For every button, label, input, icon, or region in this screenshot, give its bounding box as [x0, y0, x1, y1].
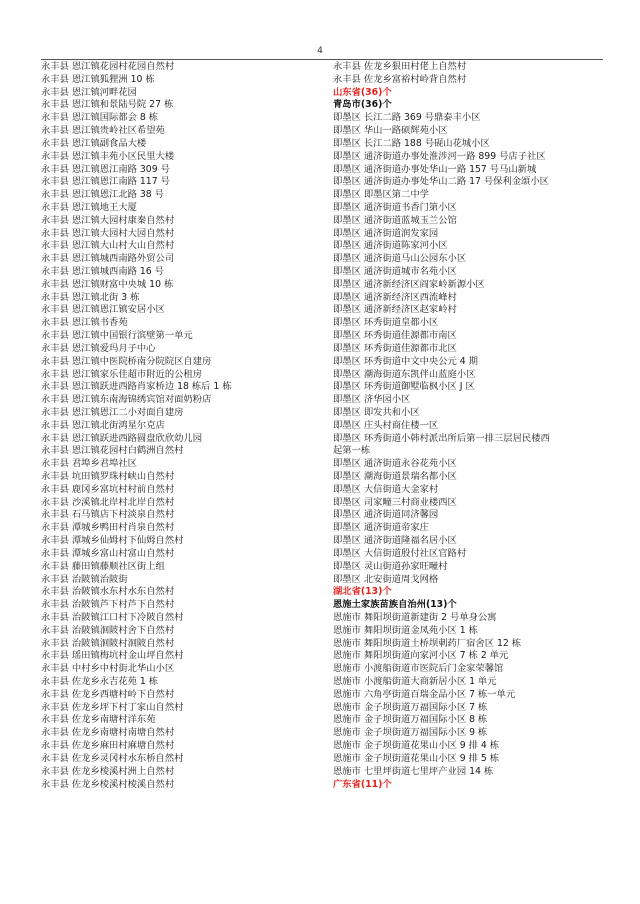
- list-item: 永丰县 治陂镇治陂街: [41, 573, 128, 585]
- list-item: 即墨区 环秀街道中文中央公元 4 期: [333, 355, 478, 367]
- list-item: 即墨区 通济新经济区西流峰村: [333, 291, 457, 303]
- list-item: 永丰县 坑田镇罗珠村峡山自然村: [41, 471, 175, 482]
- list-item: 即墨区 通济街道隆福名居小区: [333, 535, 457, 547]
- list-item: 永丰县 恩江镇恩江南路 117 号: [41, 176, 170, 188]
- list-item: 恩施市 小渡船街道大商新居小区 1 单元: [333, 676, 497, 687]
- list-item: 恩施市 七里坪街道七里坪产业园 14 栋: [333, 765, 494, 777]
- list-item: 即墨区 通济街道润发家园: [333, 227, 439, 239]
- list-item: 恩施市 金子坝街道万福国际小区 7 栋: [333, 701, 488, 713]
- list-item: 永丰县 治陂镇江口村下冷陂自然村: [41, 611, 184, 623]
- right-column: [333, 61, 618, 791]
- list-item: 永丰县 恩江镇狐狸洲 10 栋: [41, 73, 155, 85]
- list-item: 永丰县 恩江镇国际都会 8 栋: [41, 112, 159, 124]
- list-item: 永丰县 潭城乡富山村富山自然村: [41, 547, 175, 559]
- list-item: 永丰县 恩江镇书香苑: [41, 317, 128, 329]
- list-item: 永丰县 恩江镇恩江二小对面自建房: [41, 406, 184, 418]
- list-item: 即墨区 通济新经济区阎家岭新源小区: [333, 278, 485, 290]
- list-item: 即墨区 长江二路 369 号鼎泰丰小区: [333, 112, 481, 124]
- list-item: 永丰县 恩江镇中医院桥南分院院区自建房: [41, 355, 212, 367]
- left-column: [41, 61, 326, 791]
- list-item: 即墨区 通济街道永谷花苑小区: [333, 458, 457, 470]
- header-rule: [41, 59, 603, 60]
- list-item: 即墨区 即墨区第二中学: [333, 189, 429, 201]
- list-item: 永丰县 恩江镇财富中央城 10 栋: [41, 278, 174, 290]
- section-heading: 广东省(11)个: [333, 778, 392, 790]
- list-item: 永丰县 恩江镇丰苑小区民里大楼: [41, 150, 175, 162]
- list-item: 永丰县 恩江镇家乐佳超市附近的公租房: [41, 368, 203, 380]
- list-item: 永丰县 瑶田镇梅坑村金山坪自然村: [41, 650, 184, 662]
- list-item: 即墨区 环秀街道小韩村派出所后第一排三层居民楼西: [333, 432, 550, 444]
- list-item: 永丰县 佐龙乡南塘村南塘自然村: [41, 727, 175, 739]
- list-item: 即墨区 通济街道办事处华山一路 157 号马山新城: [333, 163, 537, 175]
- list-item: 永丰县 佐龙乡棱溪村棱溪自然村: [41, 778, 175, 790]
- list-item: 即墨区 环秀街道佳源都市南区: [333, 330, 457, 342]
- list-item: 即墨区 潮海街道东凯伴山蓝庭小区: [333, 368, 476, 380]
- list-item: 永丰县 恩江镇恩江北路 38 号: [41, 189, 164, 201]
- list-item: 永丰县 潭城乡鸭田村肖泉自然村: [41, 522, 175, 534]
- list-item: 永丰县 治陂镇芦下村芦下自然村: [41, 599, 175, 611]
- list-item: 恩施市 舞阳坝街道新建街 2 号单身公寓: [333, 611, 497, 623]
- list-item: 即墨区 通济街道马山公园东小区: [333, 253, 467, 265]
- list-item: 永丰县 恩江镇北街鸿星尔克店: [41, 419, 165, 431]
- section-heading: 恩施土家族苗族自治州(13)个: [333, 599, 457, 611]
- list-item: 即墨区 大信街道殷付社区官路村: [333, 547, 467, 559]
- list-item: 永丰县 恩江镇大山村大山自然村: [41, 240, 175, 252]
- list-item: 永丰县 沙溪镇北岸村北岸自然村: [41, 496, 175, 508]
- list-item: 永丰县 佐龙乡灵冈村水东桥自然村: [41, 752, 184, 764]
- list-item: 永丰县 恩江镇城西南路外贸公司: [41, 253, 175, 265]
- list-item: 即墨区 灵山街道孙家旺疃村: [333, 560, 448, 572]
- list-item: 即墨区 通济街道陈家河小区: [333, 240, 448, 252]
- list-item: 即墨区 即发共和小区: [333, 406, 420, 418]
- list-item: 即墨区 环秀街道佳源都市北区: [333, 342, 457, 354]
- list-item: 永丰县 恩江镇城西南路 16 号: [41, 266, 164, 277]
- list-item: 即墨区 华山一路硕辉苑小区: [333, 125, 448, 137]
- list-item: 永丰县 恩江镇地王大厦: [41, 201, 137, 213]
- list-item: 即墨区 通济街道蓝城玉兰公馆: [333, 214, 457, 226]
- list-item: 恩施市 舞阳坝街道土桥坝刺药厂宿舍区 12 栋: [333, 637, 522, 649]
- list-item: 永丰县 佐龙乡狠田村佬上自然村: [333, 61, 467, 72]
- list-item: 永丰县 恩江镇贵岭社区希望苑: [41, 125, 165, 137]
- list-item: 恩施市 舞阳坝街道金凤苑小区 1 栋: [333, 624, 478, 636]
- list-item: 即墨区 长江二路 188 号砚山花城小区: [333, 137, 490, 149]
- list-item: 即墨区 通济新经济区赵家岭村: [333, 304, 457, 316]
- list-item: 永丰县 藤田镇藤顺社区街上组: [41, 560, 165, 572]
- list-item: 即墨区 庄头村商住楼一区: [333, 419, 439, 431]
- section-heading: 山东省(36)个: [333, 86, 392, 98]
- list-item: 永丰县 佐龙乡坪下村丁家山自然村: [41, 701, 184, 713]
- list-item: 永丰县 恩江镇大园村大园自然村: [41, 227, 175, 239]
- list-item: 永丰县 佐龙乡南塘村洋东苑: [41, 714, 156, 726]
- list-item: 即墨区 通济街道帝家庄: [333, 522, 429, 534]
- list-item: 即墨区 通济街道城市名苑小区: [333, 266, 457, 277]
- section-heading: 湖北省(13)个: [333, 586, 392, 598]
- list-item: 永丰县 鹿冈乡富坑村村前自然村: [41, 483, 175, 495]
- list-item: 永丰县 恩江镇恩江南路 309 号: [41, 163, 170, 175]
- list-item: 永丰县 石马镇店下村淡泉自然村: [41, 509, 175, 521]
- list-item: 永丰县 恩江镇跃进西路肖家桥边 18 栋后 1 栋: [41, 381, 232, 393]
- list-item: 永丰县 中村乡中村街北华山小区: [41, 663, 175, 675]
- list-item: 恩施市 金子坝街道万福国际小区 9 栋: [333, 727, 488, 739]
- list-item: 永丰县 君埠乡君埠社区: [41, 458, 137, 470]
- list-item: 永丰县 潭城乡仙姆村下仙姆自然村: [41, 535, 184, 547]
- list-item: 永丰县 恩江镇恩江镇安居小区: [41, 304, 165, 316]
- list-item: 永丰县 佐龙乡富裕村岭背自然村: [333, 73, 467, 85]
- list-item: 恩施市 金子坝街道花果山小区 9 排 5 栋: [333, 752, 500, 764]
- list-item: 永丰县 治陂镇水东村水东自然村: [41, 586, 175, 598]
- list-item: 永丰县 治陂镇洄陂村洄陂自然村: [41, 637, 175, 649]
- list-item: 永丰县 恩江镇花园村花园自然村: [41, 61, 175, 72]
- list-item: 永丰县 治陂镇洄陂村舍下自然村: [41, 624, 175, 636]
- list-item: 永丰县 佐龙乡麻田村麻塘自然村: [41, 740, 175, 752]
- list-item: 永丰县 恩江镇河畔花园: [41, 86, 137, 98]
- list-item: 永丰县 恩江镇爱玛月子中心: [41, 342, 156, 354]
- section-heading: 青岛市(36)个: [333, 99, 392, 111]
- list-item: 永丰县 恩江镇大园村康秦自然村: [41, 214, 175, 226]
- list-item: 即墨区 潮海街道景瑞名都小区: [333, 471, 457, 482]
- list-item: 即墨区 通济街道办事处淮涉河一路 899 号店子社区: [333, 150, 546, 162]
- page-number: 4: [317, 46, 323, 56]
- list-item: 永丰县 恩江镇北街 3 栋: [41, 291, 140, 303]
- list-item: 即墨区 通济街道同济馨园: [333, 509, 439, 521]
- list-item: 永丰县 恩江镇东南海锦绣宾馆对面奶粉店: [41, 394, 212, 406]
- list-item: 即墨区 大信街道大金家村: [333, 483, 439, 495]
- list-item: 永丰县 恩江镇和景陆号院 27 栋: [41, 99, 174, 111]
- list-item: 永丰县 佐龙乡永吉花苑 1 栋: [41, 676, 159, 687]
- list-item: 即墨区 环秀街道皇都小区: [333, 317, 439, 329]
- list-item: 恩施市 金子坝街道花果山小区 9 排 4 栋: [333, 740, 500, 752]
- list-item: 恩施市 舞阳坝街道向家河小区 7 栋 2 单元: [333, 650, 509, 662]
- list-item: 永丰县 恩江镇副食品大楼: [41, 137, 147, 149]
- list-item: 即墨区 司家疃三村商业楼西区: [333, 496, 457, 508]
- list-item: 即墨区 环秀街道御墅临枫小区 J 区: [333, 381, 475, 393]
- list-item: 永丰县 恩江镇花园村白鹤洲自然村: [41, 445, 184, 457]
- list-item: 永丰县 恩江镇跃进西路圆盘欣欣幼儿园: [41, 432, 203, 444]
- list-item: 即墨区 北安街道周戈网格: [333, 573, 439, 585]
- list-item: 即墨区 通济街道办事处华山二路 17 号保利金頌小区: [333, 176, 549, 188]
- list-item: 即墨区 济华园小区: [333, 394, 411, 406]
- list-item: 永丰县 佐龙乡西塘村岭下自然村: [41, 688, 175, 700]
- list-item: 恩施市 金子坝街道万福国际小区 8 栋: [333, 714, 488, 726]
- list-item: 即墨区 通济街道书香门第小区: [333, 201, 457, 213]
- list-item: 永丰县 佐龙乡棱溪村洲上自然村: [41, 765, 175, 777]
- list-item: 起第一栋: [333, 445, 371, 457]
- list-item: 恩施市 小渡船街道市医院后门金家荣馨馆: [333, 663, 504, 675]
- list-item: 永丰县 恩江镇中国银行滨壁第一单元: [41, 330, 193, 342]
- list-item: 恩施市 六角亭街道百瑞金品小区 7 栋一单元: [333, 688, 516, 700]
